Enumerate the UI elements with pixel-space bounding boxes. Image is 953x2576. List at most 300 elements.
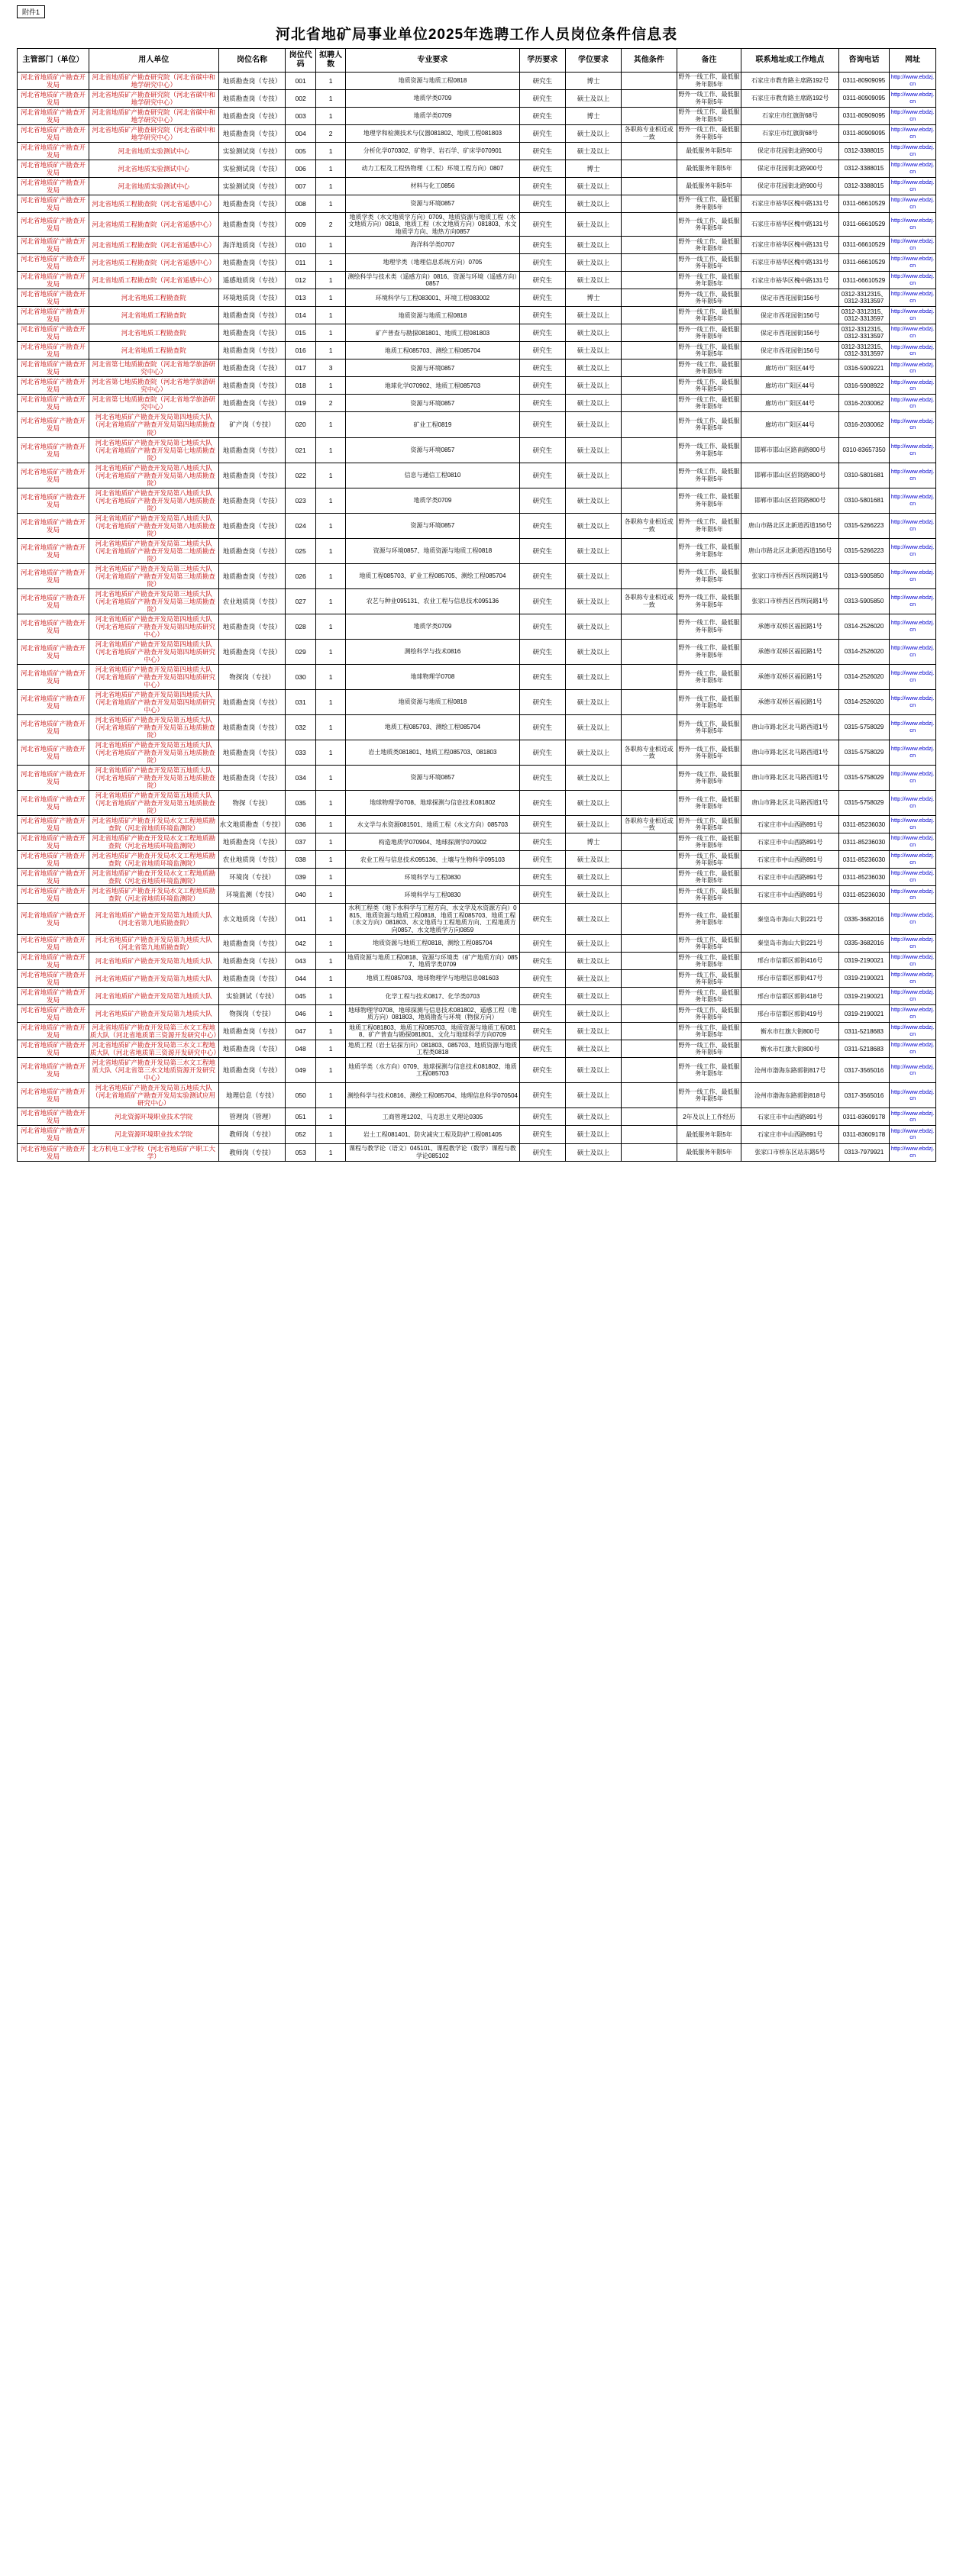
row-degree: 硕士及以上 bbox=[566, 437, 622, 463]
row-unit: 河北省地质矿产勘查研究院（河北省碳中和地学研究中心） bbox=[89, 72, 218, 89]
row-num: 1 bbox=[315, 272, 345, 289]
table-row bbox=[18, 254, 936, 272]
row-other bbox=[621, 395, 677, 412]
row-addr: 石家庄市中山西路891号 bbox=[741, 886, 838, 904]
table-row bbox=[18, 377, 936, 395]
row-tel: 0313-7979921 bbox=[838, 1143, 890, 1161]
row-addr: 邢台市信都区郭街418号 bbox=[741, 988, 838, 1005]
row-other bbox=[621, 488, 677, 513]
table-row bbox=[18, 359, 936, 377]
table-row bbox=[18, 1083, 936, 1108]
row-web[interactable]: http://www.ebdzj.cn bbox=[890, 740, 936, 766]
row-addr: 石家庄市中山西路891号 bbox=[741, 1126, 838, 1143]
row-code: 038 bbox=[286, 851, 315, 869]
row-web[interactable]: http://www.ebdzj.cn bbox=[890, 488, 936, 513]
row-edu: 研究生 bbox=[519, 289, 566, 307]
row-note: 野外一线工作、最低服务年限5年 bbox=[677, 1005, 741, 1023]
row-addr: 保定市西花园街156号 bbox=[741, 307, 838, 324]
row-note: 野外一线工作、最低服务年限5年 bbox=[677, 212, 741, 236]
row-degree: 硕士及以上 bbox=[566, 935, 622, 953]
row-unit: 河北省地质矿产勘查开发局第三地质大队（河北省地质矿产勘查开发局第三地质勘查院） bbox=[89, 588, 218, 614]
row-dept: 河北省地质矿产勘查开发局 bbox=[18, 538, 89, 563]
row-addr: 张家口市桥西区西坝岗路1号 bbox=[741, 563, 838, 588]
table-row bbox=[18, 1023, 936, 1040]
row-note: 野外一线工作、最低服务年限5年 bbox=[677, 588, 741, 614]
row-dept: 河北省地质矿产勘查开发局 bbox=[18, 324, 89, 342]
row-other bbox=[621, 538, 677, 563]
row-num: 1 bbox=[315, 177, 345, 195]
row-web[interactable]: http://www.ebdzj.cn bbox=[890, 513, 936, 538]
col-tel: 咨询电话 bbox=[838, 49, 890, 73]
row-major: 地质学类0709 bbox=[346, 488, 519, 513]
row-addr: 邢台市信都区郭街417号 bbox=[741, 970, 838, 988]
row-major: 信息与通信工程0810 bbox=[346, 463, 519, 488]
table-row bbox=[18, 563, 936, 588]
row-major: 岩土地质类081801、地质工程085703、081803 bbox=[346, 740, 519, 766]
row-tel: 0314-2526020 bbox=[838, 689, 890, 714]
row-addr: 保定市花园街北路900号 bbox=[741, 142, 838, 160]
row-unit: 河北省地质矿产勘查开发局第八地质大队（河北省地质矿产勘查开发局第八地质勘查院） bbox=[89, 463, 218, 488]
row-dept: 河北省地质矿产勘查开发局 bbox=[18, 588, 89, 614]
row-other bbox=[621, 289, 677, 307]
row-other bbox=[621, 1005, 677, 1023]
row-major: 地质工程（岩土钻探方向）081803、085703、地质资源与地质工程类0818 bbox=[346, 1040, 519, 1058]
row-unit: 河北省地质工程勘查院（河北省遥感中心） bbox=[89, 272, 218, 289]
row-web[interactable]: http://www.ebdzj.cn bbox=[890, 1143, 936, 1161]
row-dept: 河北省地质矿产勘查开发局 bbox=[18, 1005, 89, 1023]
row-note: 野外一线工作、最低服务年限5年 bbox=[677, 107, 741, 124]
row-web[interactable]: http://www.ebdzj.cn bbox=[890, 177, 936, 195]
row-addr: 沧州市渤海东路郭街817号 bbox=[741, 1058, 838, 1083]
row-note: 野外一线工作、最低服务年限5年 bbox=[677, 988, 741, 1005]
row-code: 015 bbox=[286, 324, 315, 342]
row-dept: 河北省地质矿产勘查开发局 bbox=[18, 342, 89, 359]
row-edu: 研究生 bbox=[519, 107, 566, 124]
row-degree: 硕士及以上 bbox=[566, 988, 622, 1005]
row-post: 地质勘查岗（专技） bbox=[218, 953, 286, 970]
row-tel: 0313-5905850 bbox=[838, 563, 890, 588]
row-web[interactable]: http://www.ebdzj.cn bbox=[890, 107, 936, 124]
row-other: 各职称专业相近或一致 bbox=[621, 816, 677, 833]
table-row bbox=[18, 766, 936, 791]
row-major: 地质学类（水文地质学方向）0709、地质资源与地质工程（水文地质方向）0818、地质工程（水文地质方向）081803、水文地质学方向、地热方向0857 bbox=[346, 212, 519, 236]
row-code: 044 bbox=[286, 970, 315, 988]
row-note: 最低服务年限5年 bbox=[677, 142, 741, 160]
row-major: 化学工程与技术0817、化学类0703 bbox=[346, 988, 519, 1005]
row-edu: 研究生 bbox=[519, 886, 566, 904]
row-note: 野外一线工作、最低服务年限5年 bbox=[677, 377, 741, 395]
row-post: 环境岗（专技） bbox=[218, 869, 286, 886]
row-addr: 张家口市桥西区西坝岗路1号 bbox=[741, 588, 838, 614]
row-edu: 研究生 bbox=[519, 970, 566, 988]
table-row bbox=[18, 307, 936, 324]
row-web[interactable]: http://www.ebdzj.cn bbox=[890, 324, 936, 342]
row-web[interactable]: http://www.ebdzj.cn bbox=[890, 791, 936, 816]
row-tel: 0314-2526020 bbox=[838, 639, 890, 664]
row-num: 1 bbox=[315, 869, 345, 886]
row-code: 031 bbox=[286, 689, 315, 714]
row-web[interactable]: http://www.ebdzj.cn bbox=[890, 588, 936, 614]
row-note: 野外一线工作、最低服务年限5年 bbox=[677, 254, 741, 272]
row-edu: 研究生 bbox=[519, 307, 566, 324]
row-web[interactable]: http://www.ebdzj.cn bbox=[890, 1040, 936, 1058]
table-row bbox=[18, 689, 936, 714]
row-degree: 硕士及以上 bbox=[566, 359, 622, 377]
row-post: 地质勘查岗（专技） bbox=[218, 342, 286, 359]
row-note: 野外一线工作、最低服务年限5年 bbox=[677, 886, 741, 904]
row-code: 019 bbox=[286, 395, 315, 412]
row-num: 1 bbox=[315, 740, 345, 766]
row-num: 1 bbox=[315, 953, 345, 970]
row-code: 040 bbox=[286, 886, 315, 904]
row-dept: 河北省地质矿产勘查开发局 bbox=[18, 212, 89, 236]
row-web[interactable]: http://www.ebdzj.cn bbox=[890, 195, 936, 212]
row-edu: 研究生 bbox=[519, 715, 566, 740]
row-addr: 承德市双桥区福园路1号 bbox=[741, 614, 838, 639]
row-other bbox=[621, 89, 677, 107]
row-edu: 研究生 bbox=[519, 935, 566, 953]
row-web[interactable]: http://www.ebdzj.cn bbox=[890, 816, 936, 833]
row-web[interactable]: http://www.ebdzj.cn bbox=[890, 1108, 936, 1126]
row-degree: 硕士及以上 bbox=[566, 563, 622, 588]
row-num: 1 bbox=[315, 160, 345, 177]
row-other bbox=[621, 851, 677, 869]
row-major: 资源与环境0857 bbox=[346, 513, 519, 538]
row-dept: 河北省地质矿产勘查开发局 bbox=[18, 107, 89, 124]
row-code: 041 bbox=[286, 904, 315, 935]
row-degree: 博士 bbox=[566, 289, 622, 307]
row-unit: 河北省地质矿产勘查开发局第三水文工程地质大队（河北省第三水文地质资源开发研究中心） bbox=[89, 1058, 218, 1083]
row-web[interactable]: http://www.ebdzj.cn bbox=[890, 766, 936, 791]
row-num: 2 bbox=[315, 395, 345, 412]
row-code: 008 bbox=[286, 195, 315, 212]
row-major: 地质工程085703、地球物理学与地理信息081603 bbox=[346, 970, 519, 988]
row-num: 1 bbox=[315, 342, 345, 359]
row-num: 1 bbox=[315, 689, 345, 714]
row-note: 野外一线工作、最低服务年限5年 bbox=[677, 970, 741, 988]
row-tel: 0315-5758029 bbox=[838, 740, 890, 766]
row-unit: 河北省地质矿产勘查开发局第五地质大队（河北省地质矿产勘查开发局实验测试应用研究中心） bbox=[89, 1083, 218, 1108]
row-dept: 河北省地质矿产勘查开发局 bbox=[18, 970, 89, 988]
row-major: 地质学类（水方向）0709、地球探测与信息技术081802、地质工程085703 bbox=[346, 1058, 519, 1083]
row-addr: 石家庄市中山西路891号 bbox=[741, 1108, 838, 1126]
row-web[interactable]: http://www.ebdzj.cn bbox=[890, 437, 936, 463]
row-edu: 研究生 bbox=[519, 1108, 566, 1126]
row-major: 农艺与种业095131、农业工程与信息技术095136 bbox=[346, 588, 519, 614]
row-degree: 硕士及以上 bbox=[566, 1126, 622, 1143]
row-tel: 0315-5266223 bbox=[838, 513, 890, 538]
row-degree: 博士 bbox=[566, 160, 622, 177]
row-web[interactable]: http://www.ebdzj.cn bbox=[890, 1058, 936, 1083]
table-row bbox=[18, 715, 936, 740]
row-degree: 硕士及以上 bbox=[566, 142, 622, 160]
row-web[interactable]: http://www.ebdzj.cn bbox=[890, 72, 936, 89]
row-web[interactable]: http://www.ebdzj.cn bbox=[890, 639, 936, 664]
row-web[interactable]: http://www.ebdzj.cn bbox=[890, 395, 936, 412]
row-web[interactable]: http://www.ebdzj.cn bbox=[890, 563, 936, 588]
row-unit: 河北省地质矿产勘查开发局第九地质大队 bbox=[89, 988, 218, 1005]
row-web[interactable]: http://www.ebdzj.cn bbox=[890, 833, 936, 851]
row-code: 033 bbox=[286, 740, 315, 766]
row-unit: 河北省地质矿产勘查开发局第四地质大队（河北省地质矿产勘查开发局第四地质研究中心） bbox=[89, 639, 218, 664]
row-edu: 研究生 bbox=[519, 195, 566, 212]
row-degree: 硕士及以上 bbox=[566, 953, 622, 970]
row-num: 2 bbox=[315, 212, 345, 236]
row-other: 各职称专业相近或一致 bbox=[621, 513, 677, 538]
row-degree: 硕士及以上 bbox=[566, 1143, 622, 1161]
row-note: 野外一线工作、最低服务年限5年 bbox=[677, 614, 741, 639]
table-row bbox=[18, 324, 936, 342]
row-major: 资源与环境0857 bbox=[346, 195, 519, 212]
row-unit: 河北省地质矿产勘查开发局第五地质大队（河北省地质矿产勘查开发局第五地质勘查院） bbox=[89, 791, 218, 816]
row-degree: 硕士及以上 bbox=[566, 766, 622, 791]
row-degree: 硕士及以上 bbox=[566, 124, 622, 142]
row-dept: 河北省地质矿产勘查开发局 bbox=[18, 1143, 89, 1161]
row-code: 007 bbox=[286, 177, 315, 195]
row-post: 地质勘查岗（专技） bbox=[218, 377, 286, 395]
row-major: 构造地质学070904、地球探测学070902 bbox=[346, 833, 519, 851]
table-row bbox=[18, 869, 936, 886]
row-tel: 0313-5905850 bbox=[838, 588, 890, 614]
row-other bbox=[621, 833, 677, 851]
table-row bbox=[18, 237, 936, 254]
row-web[interactable]: http://www.ebdzj.cn bbox=[890, 953, 936, 970]
row-tel: 0316-2030062 bbox=[838, 412, 890, 437]
row-code: 023 bbox=[286, 488, 315, 513]
row-major: 地质资源与地质工程0818 bbox=[346, 307, 519, 324]
table-row bbox=[18, 212, 936, 236]
row-major: 分析化学070302、矿物学、岩石学、矿床学070901 bbox=[346, 142, 519, 160]
row-note: 野外一线工作、最低服务年限5年 bbox=[677, 342, 741, 359]
table-row bbox=[18, 395, 936, 412]
row-addr: 廊坊市广阳区44号 bbox=[741, 359, 838, 377]
table-row bbox=[18, 89, 936, 107]
row-dept: 河北省地质矿产勘查开发局 bbox=[18, 639, 89, 664]
row-web[interactable]: http://www.ebdzj.cn bbox=[890, 988, 936, 1005]
row-post: 环境地质岗（专技） bbox=[218, 289, 286, 307]
row-degree: 硕士及以上 bbox=[566, 904, 622, 935]
row-code: 053 bbox=[286, 1143, 315, 1161]
row-post: 地质勘查岗（专技） bbox=[218, 563, 286, 588]
row-edu: 研究生 bbox=[519, 563, 566, 588]
row-web[interactable]: http://www.ebdzj.cn bbox=[890, 359, 936, 377]
table-row bbox=[18, 1126, 936, 1143]
row-addr: 唐山市路北区北马路西道1号 bbox=[741, 715, 838, 740]
table-row bbox=[18, 463, 936, 488]
row-addr: 衡水市红旗大街800号 bbox=[741, 1040, 838, 1058]
row-num: 1 bbox=[315, 833, 345, 851]
row-dept: 河北省地质矿产勘查开发局 bbox=[18, 195, 89, 212]
row-degree: 硕士及以上 bbox=[566, 1058, 622, 1083]
table-row bbox=[18, 195, 936, 212]
row-tel: 0316-5909221 bbox=[838, 359, 890, 377]
row-web[interactable]: http://www.ebdzj.cn bbox=[890, 715, 936, 740]
row-unit: 河北省地质矿产勘查开发局第四地质大队（河北省地质矿产勘查开发局第四地质研究中心） bbox=[89, 689, 218, 714]
row-web[interactable]: http://www.ebdzj.cn bbox=[890, 89, 936, 107]
row-other bbox=[621, 72, 677, 89]
row-web[interactable]: http://www.ebdzj.cn bbox=[890, 142, 936, 160]
row-note: 野外一线工作、最低服务年限5年 bbox=[677, 935, 741, 953]
row-web[interactable]: http://www.ebdzj.cn bbox=[890, 904, 936, 935]
col-degree: 学位要求 bbox=[566, 49, 622, 73]
row-code: 025 bbox=[286, 538, 315, 563]
row-addr: 石家庄市中山西路891号 bbox=[741, 869, 838, 886]
row-tel: 0311-80909095 bbox=[838, 124, 890, 142]
row-edu: 研究生 bbox=[519, 142, 566, 160]
row-web[interactable]: http://www.ebdzj.cn bbox=[890, 463, 936, 488]
row-degree: 硕士及以上 bbox=[566, 212, 622, 236]
row-addr: 石家庄市教育路主席路192号 bbox=[741, 89, 838, 107]
row-tel: 0312-3312315、0312-3313597 bbox=[838, 324, 890, 342]
row-num: 1 bbox=[315, 904, 345, 935]
row-degree: 硕士及以上 bbox=[566, 538, 622, 563]
row-web[interactable]: http://www.ebdzj.cn bbox=[890, 869, 936, 886]
row-unit: 河北省地质矿产勘查开发局第四地质大队（河北省地质矿产勘查开发局第四地质研究中心） bbox=[89, 664, 218, 689]
row-web[interactable]: http://www.ebdzj.cn bbox=[890, 1083, 936, 1108]
row-code: 002 bbox=[286, 89, 315, 107]
row-major: 水利工程类（地下水科学与工程方向、水文学及水资源方向）0815、地质资源与地质工程0818、地质工程085703、地质工程（水文方向）081803、水文地质与工程地质方向、工程地质方向0857、水文地质学方向0859 bbox=[346, 904, 519, 935]
row-edu: 研究生 bbox=[519, 988, 566, 1005]
row-other bbox=[621, 324, 677, 342]
row-num: 1 bbox=[315, 851, 345, 869]
row-note: 野外一线工作、最低服务年限5年 bbox=[677, 437, 741, 463]
row-other: 各职称专业相近或一致 bbox=[621, 740, 677, 766]
row-edu: 研究生 bbox=[519, 639, 566, 664]
row-other bbox=[621, 359, 677, 377]
row-web[interactable]: http://www.ebdzj.cn bbox=[890, 1126, 936, 1143]
row-other bbox=[621, 869, 677, 886]
row-code: 039 bbox=[286, 869, 315, 886]
row-edu: 研究生 bbox=[519, 237, 566, 254]
row-web[interactable]: http://www.ebdzj.cn bbox=[890, 1023, 936, 1040]
row-num: 1 bbox=[315, 886, 345, 904]
row-web[interactable]: http://www.ebdzj.cn bbox=[890, 689, 936, 714]
row-other bbox=[621, 142, 677, 160]
row-code: 014 bbox=[286, 307, 315, 324]
row-note: 野外一线工作、最低服务年限5年 bbox=[677, 664, 741, 689]
row-web[interactable]: http://www.ebdzj.cn bbox=[890, 851, 936, 869]
row-num: 1 bbox=[315, 970, 345, 988]
row-post: 地质勘查岗（专技） bbox=[218, 970, 286, 988]
row-code: 024 bbox=[286, 513, 315, 538]
row-web[interactable]: http://www.ebdzj.cn bbox=[890, 538, 936, 563]
row-tel: 0317-3565016 bbox=[838, 1058, 890, 1083]
row-web[interactable]: http://www.ebdzj.cn bbox=[890, 1005, 936, 1023]
row-web[interactable]: http://www.ebdzj.cn bbox=[890, 237, 936, 254]
row-web[interactable]: http://www.ebdzj.cn bbox=[890, 124, 936, 142]
table-row bbox=[18, 639, 936, 664]
row-degree: 硕士及以上 bbox=[566, 1108, 622, 1126]
row-web[interactable]: http://www.ebdzj.cn bbox=[890, 160, 936, 177]
row-degree: 硕士及以上 bbox=[566, 237, 622, 254]
row-post: 地质勘查岗（专技） bbox=[218, 359, 286, 377]
row-post: 地质勘查岗（专技） bbox=[218, 1040, 286, 1058]
row-addr: 唐山市路北区北马路西道1号 bbox=[741, 791, 838, 816]
row-note: 野外一线工作、最低服务年限5年 bbox=[677, 740, 741, 766]
row-edu: 研究生 bbox=[519, 689, 566, 714]
row-edu: 研究生 bbox=[519, 395, 566, 412]
row-unit: 河北省地质矿产勘查开发局第九地质大队 bbox=[89, 970, 218, 988]
row-other bbox=[621, 904, 677, 935]
row-web[interactable]: http://www.ebdzj.cn bbox=[890, 614, 936, 639]
table-row bbox=[18, 437, 936, 463]
row-post: 水文地质勘查（专技） bbox=[218, 816, 286, 833]
row-unit: 河北省地质工程勘查院 bbox=[89, 307, 218, 324]
row-tel: 0311-5218683 bbox=[838, 1040, 890, 1058]
row-post: 地质勘查岗（专技） bbox=[218, 463, 286, 488]
row-major: 资源与环境0857 bbox=[346, 766, 519, 791]
row-major: 测绘科学与技术0816、测绘工程085704、地理信息科学070504 bbox=[346, 1083, 519, 1108]
row-web[interactable]: http://www.ebdzj.cn bbox=[890, 254, 936, 272]
row-tel: 0311-66610529 bbox=[838, 237, 890, 254]
row-dept: 河北省地质矿产勘查开发局 bbox=[18, 463, 89, 488]
row-code: 052 bbox=[286, 1126, 315, 1143]
row-code: 032 bbox=[286, 715, 315, 740]
row-code: 028 bbox=[286, 614, 315, 639]
row-edu: 研究生 bbox=[519, 1126, 566, 1143]
row-dept: 河北省地质矿产勘查开发局 bbox=[18, 513, 89, 538]
row-num: 1 bbox=[315, 715, 345, 740]
row-web[interactable]: http://www.ebdzj.cn bbox=[890, 212, 936, 236]
row-web[interactable]: http://www.ebdzj.cn bbox=[890, 307, 936, 324]
row-post: 地质勘查岗（专技） bbox=[218, 935, 286, 953]
row-web[interactable]: http://www.ebdzj.cn bbox=[890, 377, 936, 395]
row-web[interactable]: http://www.ebdzj.cn bbox=[890, 664, 936, 689]
row-web[interactable]: http://www.ebdzj.cn bbox=[890, 272, 936, 289]
row-web[interactable]: http://www.ebdzj.cn bbox=[890, 289, 936, 307]
row-code: 050 bbox=[286, 1083, 315, 1108]
row-web[interactable]: http://www.ebdzj.cn bbox=[890, 970, 936, 988]
row-tel: 0310-5801681 bbox=[838, 488, 890, 513]
row-unit: 北方机电工业学校（河北省地质矿产职工大学） bbox=[89, 1143, 218, 1161]
row-dept: 河北省地质矿产勘查开发局 bbox=[18, 142, 89, 160]
row-other bbox=[621, 237, 677, 254]
row-post: 物探（专技） bbox=[218, 791, 286, 816]
table-row bbox=[18, 289, 936, 307]
row-note: 野外一线工作、最低服务年限5年 bbox=[677, 1083, 741, 1108]
row-degree: 硕士及以上 bbox=[566, 324, 622, 342]
row-note: 野外一线工作、最低服务年限5年 bbox=[677, 237, 741, 254]
row-edu: 研究生 bbox=[519, 513, 566, 538]
row-code: 003 bbox=[286, 107, 315, 124]
row-web[interactable]: http://www.ebdzj.cn bbox=[890, 342, 936, 359]
row-degree: 硕士及以上 bbox=[566, 639, 622, 664]
row-dept: 河北省地质矿产勘查开发局 bbox=[18, 395, 89, 412]
row-major: 地理学和检测技术与仪器081802、地质工程081803 bbox=[346, 124, 519, 142]
row-degree: 硕士及以上 bbox=[566, 1083, 622, 1108]
row-code: 027 bbox=[286, 588, 315, 614]
row-unit: 河北省地质矿产勘查开发局第九地质大队（河北省第九地质勘查院） bbox=[89, 935, 218, 953]
row-web[interactable]: http://www.ebdzj.cn bbox=[890, 412, 936, 437]
row-web[interactable]: http://www.ebdzj.cn bbox=[890, 935, 936, 953]
row-web[interactable]: http://www.ebdzj.cn bbox=[890, 886, 936, 904]
row-code: 018 bbox=[286, 377, 315, 395]
row-note: 野外一线工作、最低服务年限5年 bbox=[677, 791, 741, 816]
row-dept: 河北省地质矿产勘查开发局 bbox=[18, 740, 89, 766]
row-dept: 河北省地质矿产勘查开发局 bbox=[18, 988, 89, 1005]
row-major: 矿产普查与勘探081801、地质工程081803 bbox=[346, 324, 519, 342]
table-row bbox=[18, 935, 936, 953]
row-tel: 0319-2190021 bbox=[838, 970, 890, 988]
row-other bbox=[621, 272, 677, 289]
row-major: 工商管理1202、马克思主义理论0305 bbox=[346, 1108, 519, 1126]
row-post: 地质勘查岗（专技） bbox=[218, 395, 286, 412]
table-row bbox=[18, 886, 936, 904]
row-addr: 邯郸市邯山区招贤路800号 bbox=[741, 488, 838, 513]
row-addr: 石家庄市教育路主席路192号 bbox=[741, 72, 838, 89]
row-unit: 河北省地质矿产勘查开发局第九地质大队（河北省第九地质勘查院） bbox=[89, 904, 218, 935]
row-code: 009 bbox=[286, 212, 315, 236]
